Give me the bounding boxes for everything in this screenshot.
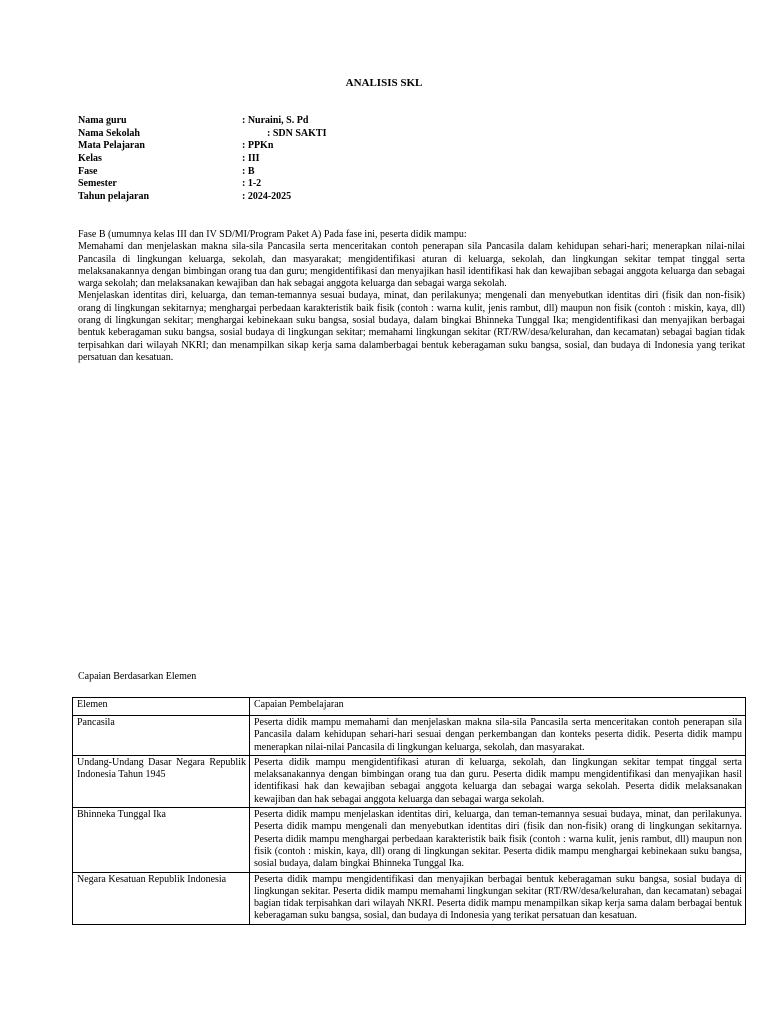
info-row-nama-sekolah [78, 128, 678, 141]
elemen-cell: Negara Kesatuan Republik Indonesia [73, 872, 250, 924]
fase-description [78, 229, 745, 364]
info-value: : B [242, 165, 255, 177]
info-value: : PPKn [242, 140, 274, 152]
capaian-table [72, 697, 746, 925]
info-value: : III [242, 153, 260, 165]
info-label: Fase [78, 165, 98, 177]
capaian-cell: Peserta didik mampu mengidentifikasi dan menyajikan berbagai bentuk keberagaman suku bangsa, sosial budaya di lingkungan sekitar. Peserta didik mampu memahami lingkungan sekitar (RT/RW/desa/kelurahan, dan kecamatan) sebagai bagian tidak terpisahkan dari wilayah NKRI. Peserta didik mampu menampilkan sikap kerja sama dalam berbagai bentuk keberagaman suku bangsa, sosial, dan budaya di Indonesia yang terikat persatuan dan kesatuan. [250, 872, 746, 924]
info-value: : 2024-2025 [242, 191, 292, 203]
info-row-nama-guru [78, 115, 678, 128]
info-row-fase [78, 166, 678, 179]
column-header-elemen: Elemen [73, 698, 250, 716]
column-header-capaian: Capaian Pembelajaran [250, 698, 746, 716]
info-value: : 1-2 [242, 178, 262, 190]
table-row [73, 716, 746, 756]
elemen-cell: Bhinneka Tunggal Ika [73, 808, 250, 872]
capaian-heading: Capaian Berdasarkan Elemen [78, 671, 197, 682]
table-row [73, 808, 746, 872]
info-value: : Nuraini, S. Pd [242, 115, 309, 126]
info-label: Nama guru [78, 115, 127, 126]
table-row [73, 755, 746, 807]
info-row-mata-pelajaran [78, 140, 678, 153]
info-row-kelas [78, 153, 678, 166]
info-label: Mata Pelajaran [78, 140, 145, 152]
capaian-cell: Peserta didik mampu mengidentifikasi aturan di keluarga, sekolah, dan lingkungan sekitar tempat tinggal serta melaksanakannya dengan bimbingan orang tua dan guru. Peserta didik mampu mengidentifikasi dan menyajikan hasil identifikasi hak dan kewajiban sebagai anggota keluarga dan sebagai warga sekolah. Peserta didik melaksanakan kewajiban dan hak sebagai anggota keluarga dan sebagai warga sekolah. [250, 755, 746, 807]
fase-paragraph: Menjelaskan identitas diri, keluarga, dan teman-temannya sesuai budaya, minat, dan perilakunya; mengenali dan menyebutkan identitas diri (fisik dan non-fisik) orang di lingkungan sekitarnya; menghargai perbedaan karakteristik baik fisik (contoh : warna kulit, jenis rambut, dll) maupun non fisik (contoh : miskin, kaya, dll) orang di lingkungan sekitar; menghargai kebinekaan suku bangsa, sosial budaya, dalam bingkai Bhinneka Tunggal Ika; mengidentifikasi dan menyajikan berbagai bentuk keberagaman suku bangsa, sosial budaya di lingkungan sekitar; memahami lingkungan sekitar (RT/RW/desa/kelurahan, dan kecamatan) sebagai bagian tidak terpisahkan dari wilayah NKRI; dan menampilkan sikap kerja sama dalamberbagai bentuk keberagaman suku bangsa, sosial, dan budaya di Indonesia yang terikat persatuan dan kesatuan. [78, 290, 745, 363]
elemen-cell: Pancasila [73, 716, 250, 756]
info-label: Tahun pelajaran [78, 191, 150, 203]
info-label: Nama Sekolah [78, 127, 140, 139]
info-value: : SDN SAKTI [242, 127, 327, 139]
info-label: Kelas [78, 153, 102, 165]
table-row [73, 872, 746, 924]
fase-paragraph: Memahami dan menjelaskan makna sila-sila Pancasila serta menceritakan contoh penerapan sila Pancasila dalam kehidupan sehari-hari; menerapkan nilai-nilai Pancasila di lingkungan keluarga, sekolah, dan masyarakat; mengidentifikasi aturan di keluarga, sekolah, dan lingkungan sekitar tempat tinggal serta melaksanakannya dengan bimbingan orang tua dan guru; mengidentifikasi dan menyajikan hasil identifikasi hak dan kewajiban sebagai anggota keluarga dan sebagai warga sekolah; dan melaksanakan kewajiban dan hak sebagai anggota keluarga dan sebagai warga sekolah. [78, 241, 745, 290]
capaian-cell: Peserta didik mampu memahami dan menjelaskan makna sila-sila Pancasila serta menceritakan contoh penerapan sila Pancasila dalam kehidupan sehari-hari sesuai dengan perkembangan dan konteks peserta didik. Peserta didik mampu menerapkan nilai-nilai Pancasila di lingkungan keluarga, sekolah, dan masyarakat. [250, 716, 746, 756]
teacher-info-block [78, 115, 678, 204]
info-row-semester [78, 178, 678, 191]
capaian-cell: Peserta didik mampu menjelaskan identitas diri, keluarga, dan teman-temannya sesuai budaya, minat, dan perilakunya. Peserta didik mampu mengenali dan menyebutkan identitas diri (fisik dan non-fisik) orang di lingkungan sekitarnya. Peserta didik mampu menghargai perbedaan karakteristik baik fisik (contoh : warna kulit, jenis rambut, dll) maupun non fisik (contoh : miskin, kaya, dll) orang di lingkungan sekitar. Peserta didik mampu menghargai kebinekaan suku bangsa, sosial budaya, dalam bingkai Bhinneka Tunggal Ika. [250, 808, 746, 872]
elemen-cell: Undang-Undang Dasar Negara Republik Indonesia Tahun 1945 [73, 755, 250, 807]
info-label: Semester [78, 178, 117, 190]
fase-intro-paragraph: Fase B (umumnya kelas III dan IV SD/MI/Program Paket A) Pada fase ini, peserta didik mampu: [78, 229, 467, 240]
info-row-tahun-pelajaran [78, 191, 678, 204]
table-header-row [73, 698, 746, 716]
document-title: ANALISIS SKL [345, 77, 423, 89]
